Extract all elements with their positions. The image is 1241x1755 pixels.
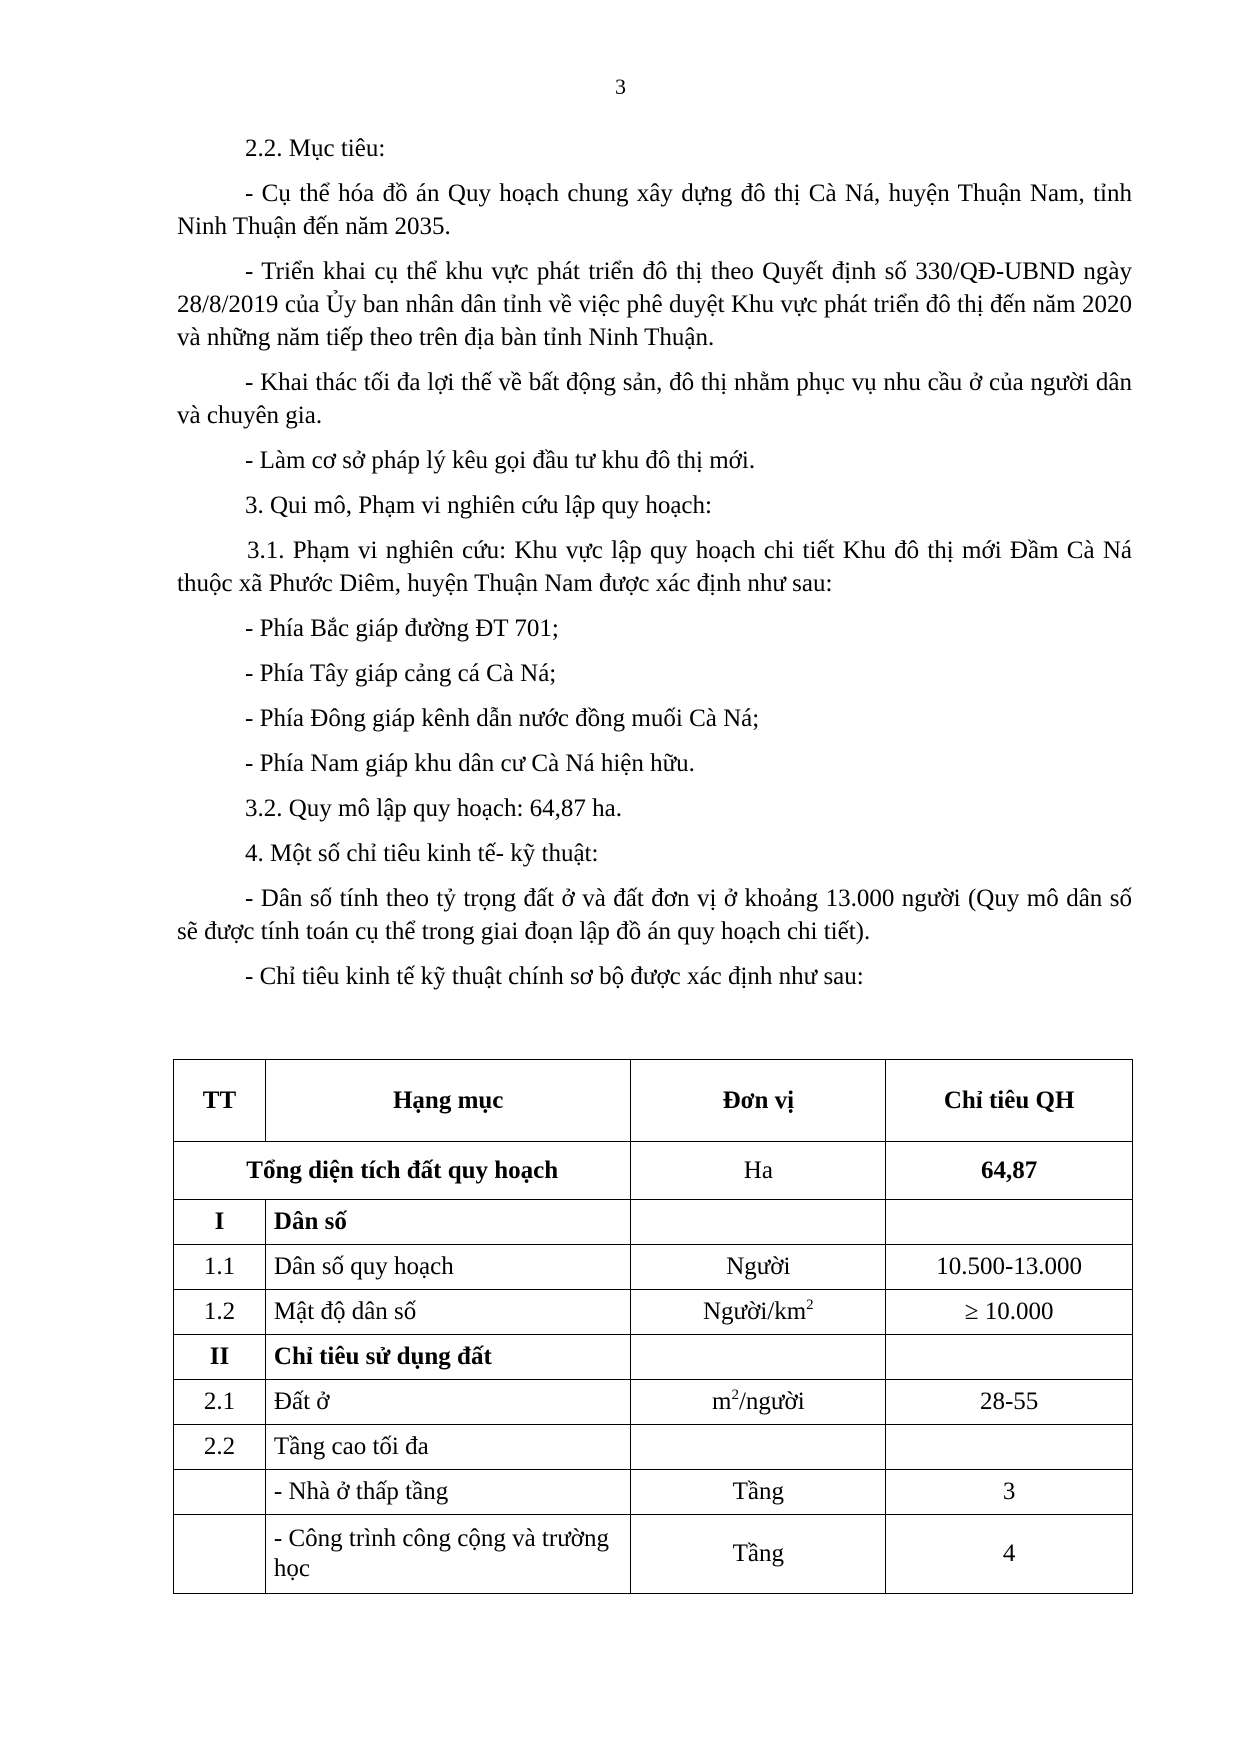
list-item: - Phía Tây giáp cảng cá Cà Ná; xyxy=(245,660,557,687)
header-tt: TT xyxy=(174,1060,266,1142)
table-row xyxy=(174,1380,1133,1425)
unit-tail: /người xyxy=(738,1388,805,1415)
total-unit: Ha xyxy=(631,1142,886,1200)
header-chi-tieu: Chỉ tiêu QH xyxy=(886,1060,1133,1142)
total-value: 64,87 xyxy=(886,1142,1133,1200)
cell-label: Dân số quy hoạch xyxy=(265,1245,631,1290)
cell-label: Chỉ tiêu sử dụng đất xyxy=(265,1335,631,1380)
cell-unit xyxy=(631,1200,886,1245)
cell-label: Tầng cao tối đa xyxy=(265,1425,631,1470)
cell-value: 10.500-13.000 xyxy=(886,1245,1133,1290)
table-header-row xyxy=(174,1060,1133,1142)
cell-value xyxy=(886,1200,1133,1245)
cell-unit xyxy=(631,1290,886,1335)
heading-muc-tieu: 2.2. Mục tiêu: xyxy=(245,135,386,162)
cell-label: Mật độ dân số xyxy=(265,1290,631,1335)
cell-unit: Tầng xyxy=(631,1470,886,1515)
cell-unit xyxy=(631,1380,886,1425)
list-item: - Phía Nam giáp khu dân cư Cà Ná hiện hữu. xyxy=(245,750,695,777)
cell-label: Đất ở xyxy=(265,1380,631,1425)
paragraph: - Làm cơ sở pháp lý kêu gọi đầu tư khu đô thị mới. xyxy=(245,447,756,474)
table-row xyxy=(174,1470,1133,1515)
cell-tt: I xyxy=(174,1200,266,1245)
cell-value xyxy=(886,1335,1133,1380)
heading-qui-mo: 3. Qui mô, Phạm vi nghiên cứu lập quy hoạch: xyxy=(245,492,712,519)
cell-value: 28-55 xyxy=(886,1380,1133,1425)
cell-label: Dân số xyxy=(265,1200,631,1245)
cell-unit: Tầng xyxy=(631,1515,886,1594)
cell-tt: 2.2 xyxy=(174,1425,266,1470)
table-row-section xyxy=(174,1335,1133,1380)
paragraph: 3.1. Phạm vi nghiên cứu: Khu vực lập quy hoạch chi tiết Khu đô thị mới Đầm Cà Ná thuộc xã Phước Diêm, huyện Thuận Nam được xác định như sau: xyxy=(177,537,1132,597)
table-row xyxy=(174,1425,1133,1470)
list-item: - Phía Bắc giáp đường ĐT 701; xyxy=(245,615,559,642)
cell-label: - Công trình công cộng và trường học xyxy=(265,1515,631,1594)
paragraph: - Khai thác tối đa lợi thế về bất động sản, đô thị nhằm phục vụ nhu cầu ở của người dân và chuyên gia. xyxy=(177,369,1132,429)
paragraph: - Dân số tính theo tỷ trọng đất ở và đất đơn vị ở khoảng 13.000 người (Quy mô dân số sẽ được tính toán cụ thể trong giai đoạn lập đồ án quy hoạch chi tiết). xyxy=(177,885,1132,945)
table-row xyxy=(174,1245,1133,1290)
cell-tt: 1.2 xyxy=(174,1290,266,1335)
paragraph: 3.2. Quy mô lập quy hoạch: 64,87 ha. xyxy=(245,795,623,822)
unit-base: m xyxy=(712,1388,732,1415)
cell-tt xyxy=(174,1515,266,1594)
cell-label: - Nhà ở thấp tầng xyxy=(265,1470,631,1515)
cell-unit xyxy=(631,1425,886,1470)
unit-superscript: 2 xyxy=(731,1387,739,1403)
cell-value xyxy=(886,1425,1133,1470)
paragraph: - Triển khai cụ thể khu vực phát triển đô thị theo Quyết định số 330/QĐ-UBND ngày 28/8/2019 của Ủy ban nhân dân tỉnh về việc phê duyệt Khu vực phát triển đô thị đến năm 2020 và những năm tiếp theo trên địa bàn tỉnh Ninh Thuận. xyxy=(177,258,1132,351)
header-don-vi: Đơn vị xyxy=(631,1060,886,1142)
paragraph: - Cụ thể hóa đồ án Quy hoạch chung xây dựng đô thị Cà Ná, huyện Thuận Nam, tỉnh Ninh Thuận đến năm 2035. xyxy=(177,180,1132,240)
header-hang-muc: Hạng mục xyxy=(265,1060,631,1142)
table-row xyxy=(174,1515,1133,1594)
cell-unit: Người xyxy=(631,1245,886,1290)
paragraph: - Chỉ tiêu kinh tế kỹ thuật chính sơ bộ được xác định như sau: xyxy=(245,963,864,990)
unit-base: Người/km xyxy=(703,1298,807,1325)
cell-value: ≥ 10.000 xyxy=(886,1290,1133,1335)
cell-tt: 1.1 xyxy=(174,1245,266,1290)
total-label: Tổng diện tích đất quy hoạch xyxy=(174,1142,631,1200)
cell-value: 3 xyxy=(886,1470,1133,1515)
cell-tt: 2.1 xyxy=(174,1380,266,1425)
indicator-table xyxy=(173,1059,1133,1594)
list-item: - Phía Đông giáp kênh dẫn nước đồng muối Cà Ná; xyxy=(245,705,760,732)
heading-chi-tieu: 4. Một số chỉ tiêu kinh tế- kỹ thuật: xyxy=(245,840,599,867)
cell-tt xyxy=(174,1470,266,1515)
table-row-total xyxy=(174,1142,1133,1200)
table-row-section xyxy=(174,1200,1133,1245)
document-body xyxy=(177,132,1132,1005)
table-row xyxy=(174,1290,1133,1335)
cell-value: 4 xyxy=(886,1515,1133,1594)
cell-unit xyxy=(631,1335,886,1380)
page-number: 3 xyxy=(615,74,626,99)
cell-tt: II xyxy=(174,1335,266,1380)
unit-superscript: 2 xyxy=(806,1297,814,1313)
